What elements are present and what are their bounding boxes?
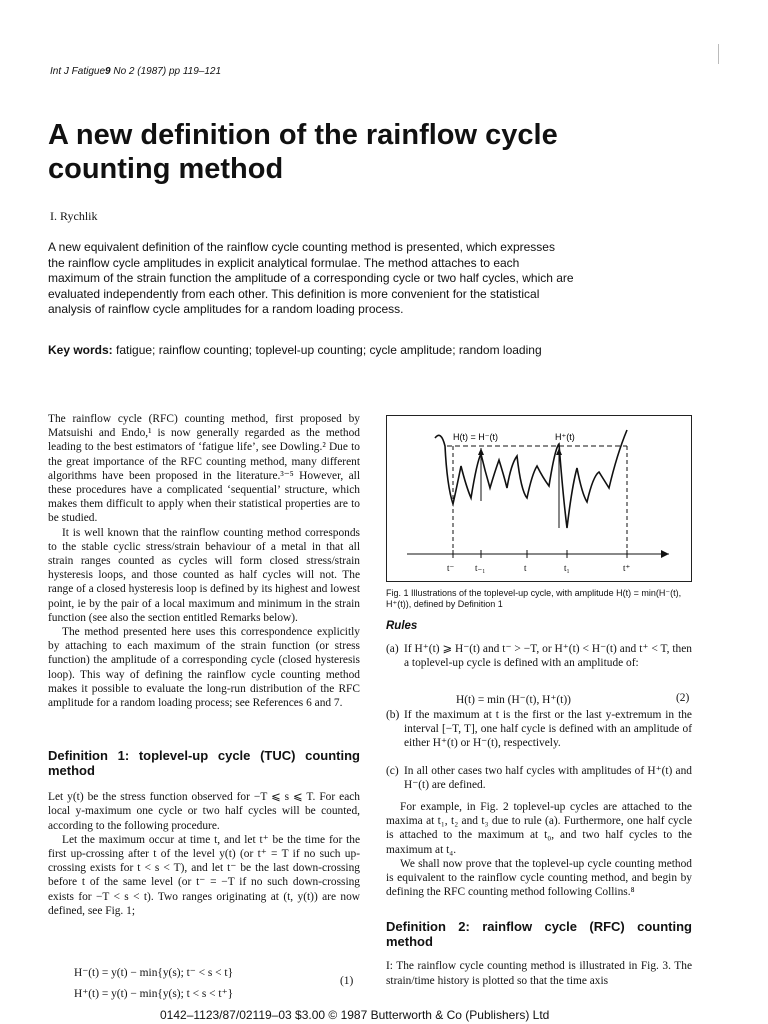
definition-1-heading: Definition 1: toplevel-up cycle (TUC) counting method <box>48 748 360 779</box>
journal-citation: Int J Fatigue9 No 2 (1987) pp 119–121 <box>50 66 222 77</box>
equation-1b: H⁺(t) = y(t) − min{y(s); t < s < t⁺} <box>74 988 234 1000</box>
tick-t: t <box>524 563 527 573</box>
label-h-left: H(t) = H⁻(t) <box>453 432 498 442</box>
author: I. Rychlik <box>50 209 98 223</box>
rule-a: (a) If H⁺(t) ⩾ H⁻(t) and t⁻ > −T, or H⁺(t) < H⁻(t) and t⁺ < T, then a toplevel-up cycle is defined with an amplitude of: <box>386 643 692 670</box>
label-h-right: H⁺(t) <box>555 432 575 442</box>
rule-c: (c) In all other cases two half cycles with amplitudes of H⁺(t) and H⁻(t) are defined. <box>386 765 692 792</box>
definition-1-paragraph-1: Let y(t) be the stress function observed for −T ⩽ s ⩽ T. For each local y-maximum one cycle or two half cycles will be counted, according to the following procedure. <box>48 791 360 832</box>
intro-paragraph-2: It is well known that the rainflow counting method corresponds to the stable cyclic stress/strain behaviour of a metal in that all strain ranges counted as cycles will form closed stress/strain hysteresis loops, and those counted as half cycles will not. The range of a closed hysteresis loop is defined by its highest and lowest point, ie by the pair of a local maximum and minimum in the strain function (see also the section entitled Remarks below). <box>48 526 360 624</box>
intro-paragraph-1: The rainflow cycle (RFC) counting method, first proposed by Matsuishi and Endo,¹ is now generally regarded as the method leading to the best estimators of ‘fatigue life’, see Dowling.² Due to the great importance of the RFC counting method, many different algorithms have been proposed in the literature.³⁻⁵ However, all these procedures have a complicated ‘sequential’ structure, which makes them difficult to apply when their statistical properties are to be studied. <box>48 413 360 525</box>
intro-paragraph-3: The method presented here uses this correspondence explicitly by attaching to each maximum of the strain function (or stress function) the amplitude of a corresponding cycle (closed hysteresis loop). This way of defining the rainflow cycle counting method makes it possible to evaluate the long-run distribution of the RFC amplitude for a random loading process; see References 6 and 7. <box>48 626 360 710</box>
tick-tminus: t⁻ <box>447 563 455 573</box>
figure-1-caption: Fig. 1 Illustrations of the toplevel-up cycle, with amplitude H(t) = min(H⁻(t), H⁺(t)), defined by Definition 1 <box>386 588 682 609</box>
margin-mark <box>718 44 719 64</box>
equation-2-number: (2) <box>676 692 690 704</box>
right-paragraph-2: We shall now prove that the toplevel-up cycle counting method is equivalent to the rainflow cycle counting method, and begin by defining the RFC counting method following Collins.⁸ <box>386 857 692 899</box>
footer-copyright: 0142–1123/87/02119–03 $3.00 © 1987 Butterworth & Co (Publishers) Ltd <box>160 1008 550 1022</box>
keywords: Key words: fatigue; rainflow counting; toplevel-up counting; cycle amplitude; random loading <box>48 343 542 357</box>
axis-arrow <box>661 550 669 558</box>
rules-heading: Rules <box>386 620 418 632</box>
tick-tm1: t₋₁ <box>475 563 486 573</box>
right-column <box>386 800 692 988</box>
figure-1-plot <box>387 416 691 581</box>
definition-2-paragraph: I: The rainflow cycle counting method is illustrated in Fig. 3. The strain/time history is plotted so that the time axis <box>386 960 692 987</box>
left-column <box>48 412 360 918</box>
paper-title: A new definition of the rainflow cycle counting method <box>48 119 558 185</box>
figure-1 <box>386 415 692 582</box>
right-paragraph-1: For example, in Fig. 2 toplevel-up cycles are attached to the maxima at t₁, t₂ and t₃ due to rule (a). Furthermore, one half cycle is attached to the maximum at t₀, and two half cycles to the maximum at t₄. <box>386 801 692 856</box>
definition-1-paragraph-2: Let the maximum occur at time t, and let t⁺ be the time for the first up-crossing after t of the level y(t) (or t⁺ = T if no such up-crossing exists for t < s < T), and let t⁻ be the last down-crossing before t of the same level (or t⁻ = −T if no such down-crossing exists for −T < s < t). Two ranges originating at (t, y(t)) are now defined, see Fig. 1; <box>48 833 360 917</box>
tick-t1: t₁ <box>564 563 570 573</box>
abstract: A new equivalent definition of the rainflow cycle counting method is presented, which expresses the rainflow cycle amplitudes in explicit analytical formulae. The method attaches to each maximum of the strain function the amplitude of a corresponding cycle or two half cycles, which are evaluated independently from each other. This definition is more convenient for the statistical analysis of rainflow cycle amplitudes for a random loading process. <box>48 240 574 316</box>
equation-1a: H⁻(t) = y(t) − min{y(s); t⁻ < s < t} <box>74 967 234 979</box>
strain-curve <box>435 430 627 528</box>
tick-tplus: t⁺ <box>623 563 631 573</box>
equation-1-number: (1) <box>340 975 354 987</box>
rule-b: (b) If the maximum at t is the first or the last y-extremum in the interval [−T, T], one half cycle is defined with an amplitude of either H⁺(t) or H⁻(t), respectively. <box>386 709 692 750</box>
equation-2: H(t) = min (H⁻(t), H⁺(t)) <box>456 694 571 706</box>
definition-2-heading: Definition 2: rainflow cycle (RFC) counting method <box>386 919 692 950</box>
